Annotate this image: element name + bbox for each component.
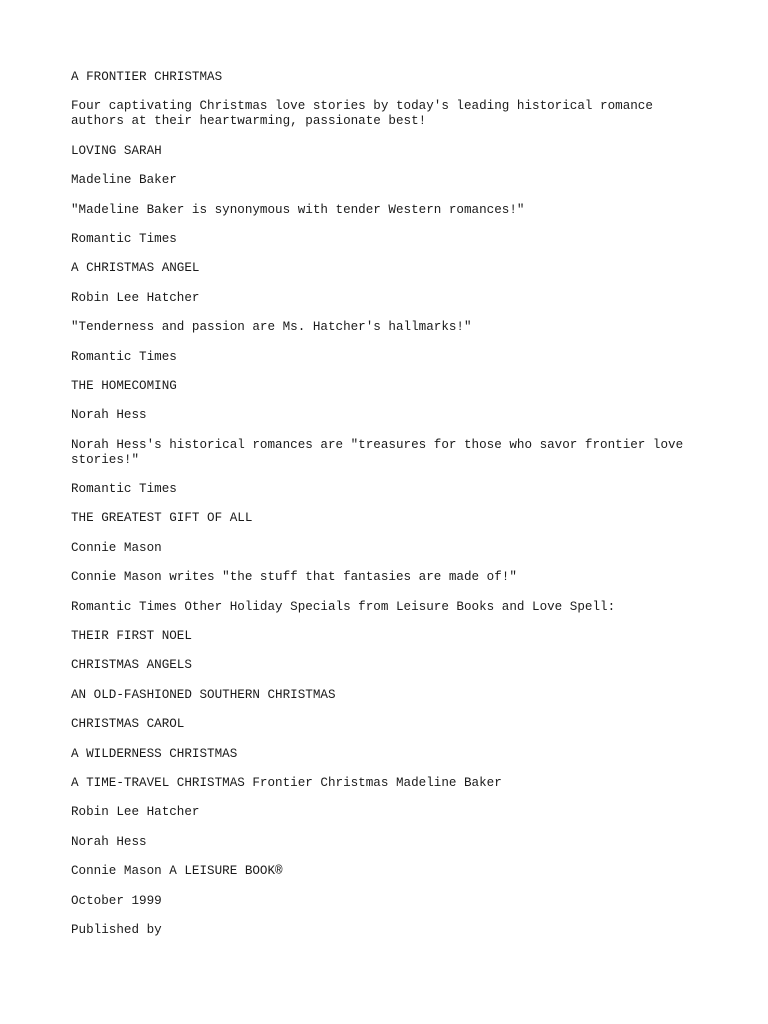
document-body [71, 70, 711, 952]
publication-date: October 1999 [71, 893, 162, 908]
holiday-special-title: A TIME-TRAVEL CHRISTMAS Frontier Christmas Madeline Baker [71, 775, 502, 790]
story-author: Connie Mason [71, 540, 162, 555]
review-quote: "Tenderness and passion are Ms. Hatcher's hallmarks!" [71, 320, 472, 335]
published-by: Published by [71, 922, 162, 937]
holiday-special-title: CHRISTMAS CAROL [71, 717, 185, 732]
story-author: Robin Lee Hatcher [71, 290, 200, 305]
story-author: Norah Hess [71, 408, 147, 423]
author-line: Robin Lee Hatcher [71, 805, 200, 820]
review-quote: Norah Hess's historical romances are "treasures for those who savor frontier love stories!" [71, 437, 691, 467]
story-title: THE GREATEST GIFT OF ALL [71, 511, 253, 526]
review-quote: "Madeline Baker is synonymous with tender Western romances!" [71, 202, 525, 217]
author-line: Connie Mason A LEISURE BOOK® [71, 864, 283, 879]
holiday-special-title: A WILDERNESS CHRISTMAS [71, 746, 238, 761]
book-blurb: Four captivating Christmas love stories by today's leading historical romance authors at their heartwarming, passionate best! [71, 99, 661, 129]
holiday-special-title: AN OLD-FASHIONED SOUTHERN CHRISTMAS [71, 687, 336, 702]
holiday-special-title: THEIR FIRST NOEL [71, 629, 192, 644]
author-line: Norah Hess [71, 834, 147, 849]
book-title: A FRONTIER CHRISTMAS [71, 70, 223, 84]
review-source: Romantic Times [71, 349, 177, 364]
story-author: Madeline Baker [71, 173, 177, 188]
review-quote: Connie Mason writes "the stuff that fantasies are made of!" [71, 570, 517, 585]
holiday-special-title: CHRISTMAS ANGELS [71, 658, 192, 673]
review-source: Romantic Times [71, 482, 177, 497]
story-title: THE HOMECOMING [71, 378, 177, 393]
story-title: LOVING SARAH [71, 143, 162, 158]
review-source: Romantic Times [71, 231, 177, 246]
holiday-specials-heading: Romantic Times Other Holiday Specials from Leisure Books and Love Spell: [71, 599, 616, 614]
story-title: A CHRISTMAS ANGEL [71, 261, 200, 276]
